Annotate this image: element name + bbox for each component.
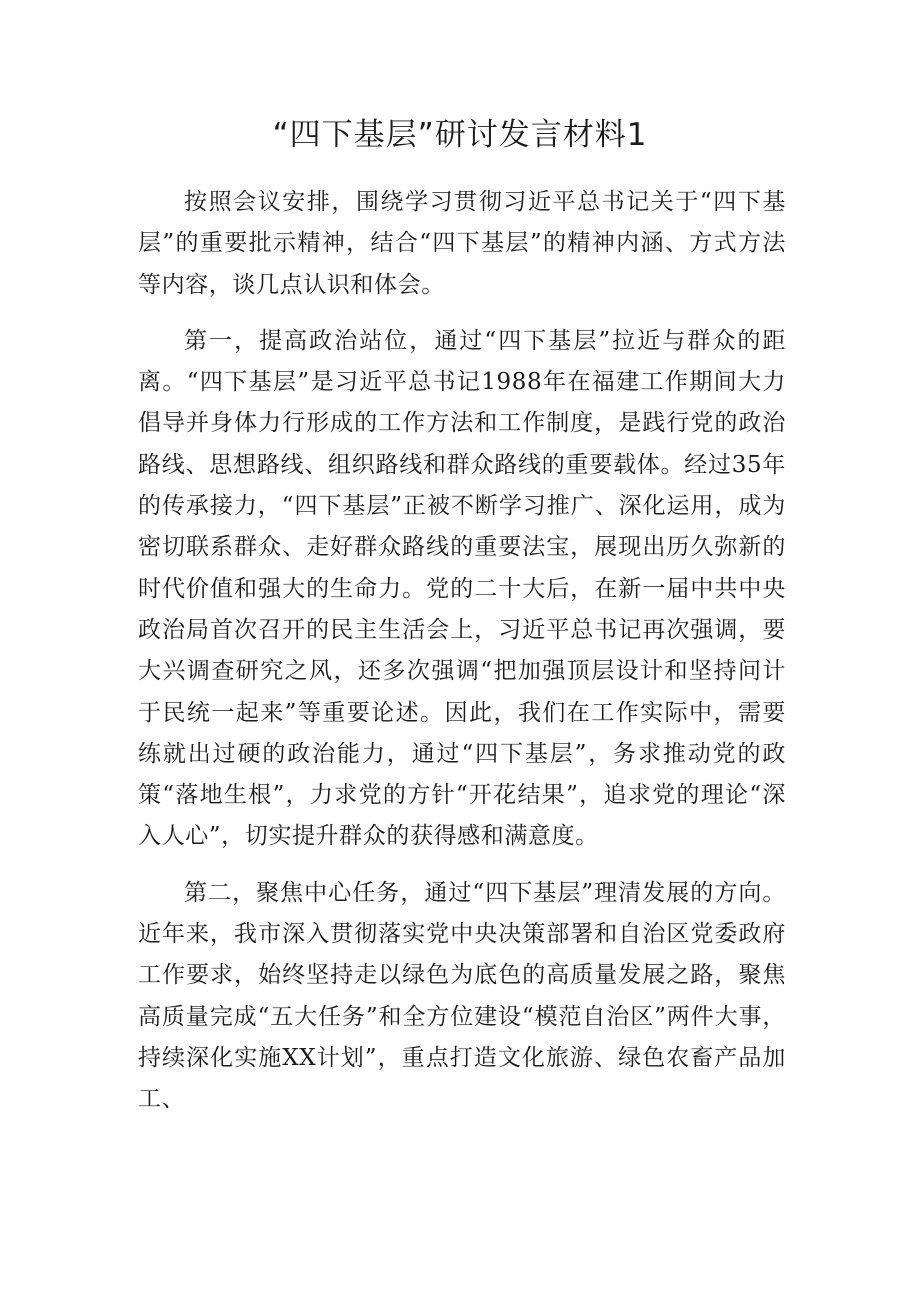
paragraph-second-point: 第二，聚焦中心任务，通过“四下基层”理清发展的方向。近年来，我市深入贯彻落实党中央决策部署和自治区党委政府工作要求，始终坚持走以绿色为底色的高质量发展之路，聚焦高质量完成“五大任务”和全方位建设“模范自治区”两件大事，持续深化实施XX计划”，重点打造文化旅游、绿色农畜产品加工、 bbox=[138, 879, 786, 1113]
document-body bbox=[138, 182, 786, 1136]
paragraph-intro: 按照会议安排，围绕学习贯彻习近平总书记关于“四下基层”的重要批示精神，结合“四下基层”的精神内涵、方式方法等内容，谈几点认识和体会。 bbox=[138, 189, 786, 298]
document-title: “四下基层”研讨发言材料1 bbox=[272, 117, 648, 153]
paragraph-first-point: 第一，提高政治站位，通过“四下基层”拉近与群众的距离。“四下基层”是习近平总书记1988年在福建工作期间大力倡导并身体力行形成的工作方法和工作制度，是践行党的政治路线、思想路线、组织路线和群众路线的重要载体。经过35年的传承接力，“四下基层”正被不断学习推广、深化运用，成为密切联系群众、走好群众路线的重要法宝，展现出历久弥新的时代价值和强大的生命力。党的二十大后，在新一届中共中央政治局首次召开的民主生活会上，习近平总书记再次强调，要大兴调查研究之风，还多次强调“把加强顶层设计和坚持问计于民统一起来”等重要论述。因此，我们在工作实际中，需要练就出过硬的政治能力，通过“四下基层”，务求推动党的政策“落地生根”，力求党的方针“开花结果”，追求党的理论“深入人心”，切实提升群众的获得感和满意度。 bbox=[138, 327, 786, 850]
